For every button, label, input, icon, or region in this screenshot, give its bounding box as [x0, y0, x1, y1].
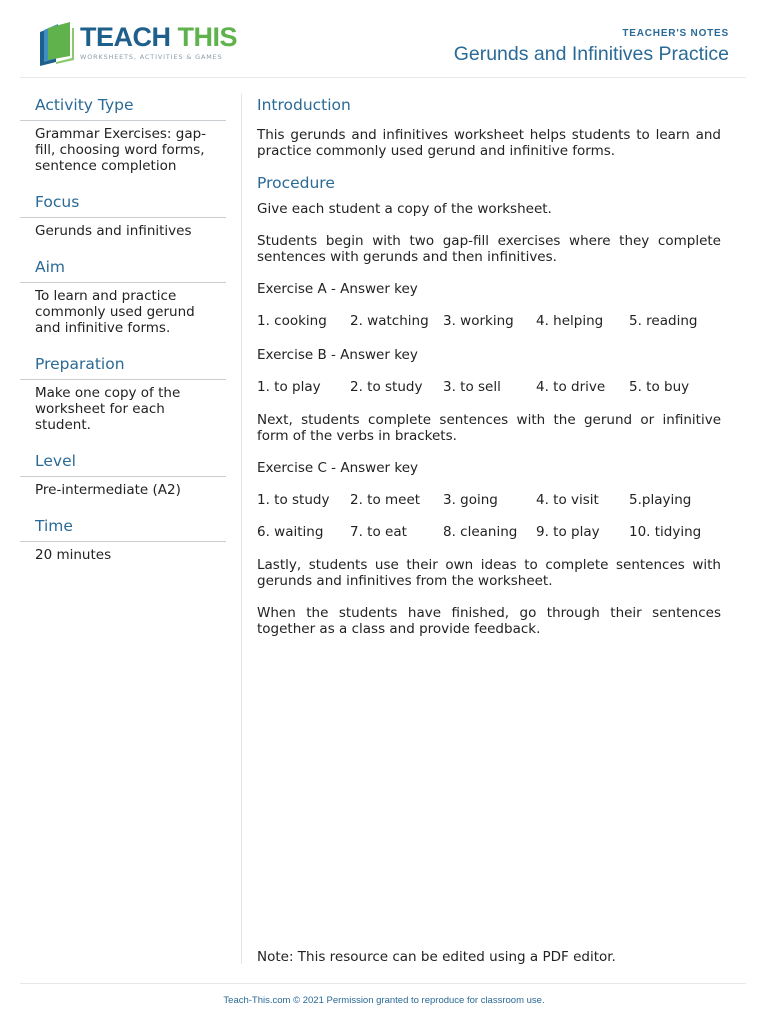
exercise-c-label: Exercise C - Answer key [257, 460, 418, 476]
time-section [20, 515, 226, 563]
activity-type-text: Grammar Exercises: gap-fill, choosing word forms, sentence completion [35, 126, 207, 174]
page-title: Gerunds and Infinitives Practice [453, 43, 729, 65]
teachers-notes-label: TEACHER'S NOTES [622, 28, 729, 39]
book-logo-icon [36, 22, 76, 68]
level-heading: Level [20, 450, 226, 477]
answer-item: 3. to sell [443, 379, 501, 395]
focus-section [20, 191, 226, 239]
answer-item: 1. to play [257, 379, 321, 395]
answer-item: 4. to visit [536, 492, 599, 508]
answer-item: 4. to drive [536, 379, 606, 395]
answer-item: 2. to meet [350, 492, 421, 508]
answer-item: 3. working [443, 313, 514, 329]
page-header [0, 0, 768, 80]
procedure-step-4: Lastly, students use their own ideas to complete sentences with gerunds and infinitives from the worksheet. [257, 557, 721, 589]
procedure-step-3: Next, students complete sentences with the gerund or infinitive form of the verbs in brackets. [257, 412, 721, 444]
answer-item: 10. tidying [629, 524, 702, 540]
answer-item: 2. to study [350, 379, 423, 395]
logo-wordmark: TEACH THIS [80, 22, 238, 52]
preparation-text: Make one copy of the worksheet for each student. [35, 385, 181, 433]
aim-text: To learn and practice commonly used gerund and infinitive forms. [35, 288, 195, 336]
exercise-c-answers-row-2 [257, 524, 721, 540]
header-divider [20, 77, 746, 78]
exercise-b-answers [257, 379, 721, 395]
level-text: Pre-intermediate (A2) [35, 482, 181, 498]
answer-item: 5. reading [629, 313, 698, 329]
teach-this-logo [36, 22, 237, 68]
answer-item: 9. to play [536, 524, 600, 540]
exercise-a-answers [257, 313, 721, 329]
footer-divider [20, 983, 746, 984]
exercise-b-label: Exercise B - Answer key [257, 347, 418, 363]
answer-item: 8. cleaning [443, 524, 518, 540]
time-text: 20 minutes [35, 547, 112, 563]
answer-item: 5. to buy [629, 379, 690, 395]
answer-item: 7. to eat [350, 524, 407, 540]
info-sidebar [20, 94, 226, 580]
activity-type-heading: Activity Type [20, 94, 226, 121]
editing-note: Note: This resource can be edited using a PDF editor. [257, 949, 616, 965]
answer-item: 6. waiting [257, 524, 324, 540]
time-heading: Time [20, 515, 226, 542]
introduction-text: This gerunds and infinitives worksheet helps students to learn and practice commonly used gerund and infinitive forms. [257, 127, 721, 159]
main-content [257, 94, 721, 637]
exercise-a-label: Exercise A - Answer key [257, 281, 418, 297]
focus-heading: Focus [20, 191, 226, 218]
answer-item: 3. going [443, 492, 498, 508]
page-footer: Teach-This.com © 2021 Permission granted to reproduce for classroom use. [223, 995, 545, 1006]
procedure-step-1: Give each student a copy of the worksheet. [257, 201, 552, 217]
aim-section [20, 256, 226, 336]
procedure-step-2: Students begin with two gap-fill exercises where they complete sentences with gerunds and then infinitives. [257, 233, 721, 265]
answer-item: 4. helping [536, 313, 604, 329]
activity-type-section [20, 94, 226, 174]
column-divider [241, 94, 242, 964]
level-section [20, 450, 226, 498]
procedure-heading: Procedure [257, 174, 335, 192]
answer-item: 1. cooking [257, 313, 327, 329]
exercise-c-answers-row-1 [257, 492, 721, 508]
answer-item: 2. watching [350, 313, 429, 329]
preparation-section [20, 353, 226, 433]
introduction-heading: Introduction [257, 96, 351, 114]
answer-item: 1. to study [257, 492, 330, 508]
procedure-step-5: When the students have finished, go through their sentences together as a class and provide feedback. [257, 605, 721, 637]
logo-tagline: WORKSHEETS, ACTIVITIES & GAMES [80, 53, 223, 61]
focus-text: Gerunds and infinitives [35, 223, 192, 239]
answer-item: 5.playing [629, 492, 692, 508]
preparation-heading: Preparation [20, 353, 226, 380]
aim-heading: Aim [20, 256, 226, 283]
